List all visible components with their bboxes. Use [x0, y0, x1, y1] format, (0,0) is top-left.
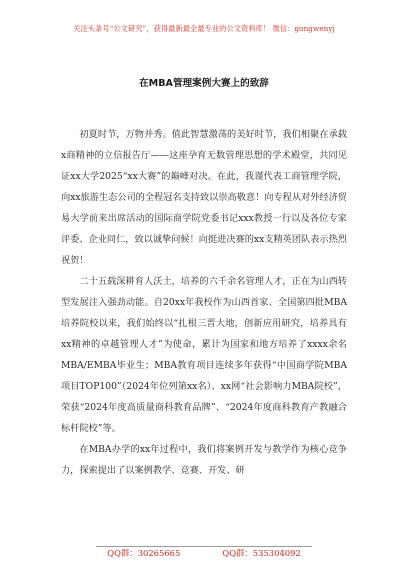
- paragraph: 二十五载深耕育人沃土，培养的六千余名管理人才，正在为山西转型发展注入强劲动能。自20xx年我校作为山西首家、全国第四批MBA培养院校以来，我们始终以“扎根三晋大地，创新应用研究，培养具有xx精神的卓越管理人才”为使命，累计为国家和地方培养了xxxx余名MBA/EMBA毕业生；MBA教育项目连续多年获得“中国商学院MBA项目TOP100”（2024年位列第xx名）、xx网“社会影响力MBA院校”，荣获“2024年度高质量商科教育品牌”、“2024年度商科教育产教融合标杆院校”等。: [61, 276, 347, 434]
- paragraph: 初夏时节，万物并秀。值此智慧激荡的美好时节，我们相聚在承载x商精神的立信报告厅——这座孕育无数管理思想的学术殿堂，共同见证xx大学2025“xx大赛”的巅峰对决。在此，我谨代表工商管理学院，向xx旅游生态公司的全程冠名支持致以崇高敬意！向专程从对外经济贸易大学前来出席活动的国际商学院党委书记xxx教授一行以及各位专家评委、企业同仁，致以诚挚问候！向挺进决赛的xx支精英团队表示热烈祝贺！: [61, 129, 347, 266]
- footer: [0, 547, 408, 559]
- footer-qq-group-1: QQ群：30265665: [107, 548, 181, 558]
- header-banner: 关注头条号“公文研究”，获得最新最全最专业的公文资料库！ 微信：gongwenyj: [73, 24, 335, 33]
- document-body: [61, 124, 347, 481]
- paragraph: 在MBA办学的xx年过程中，我们将案例开发与教学作为核心竞争力，探索提出了以案例教学、竞赛、开发、研: [61, 444, 347, 476]
- footer-qq-group-2: QQ群：535304092: [222, 548, 301, 558]
- document-title: 在MBA管理案例大赛上的致辞: [139, 78, 269, 89]
